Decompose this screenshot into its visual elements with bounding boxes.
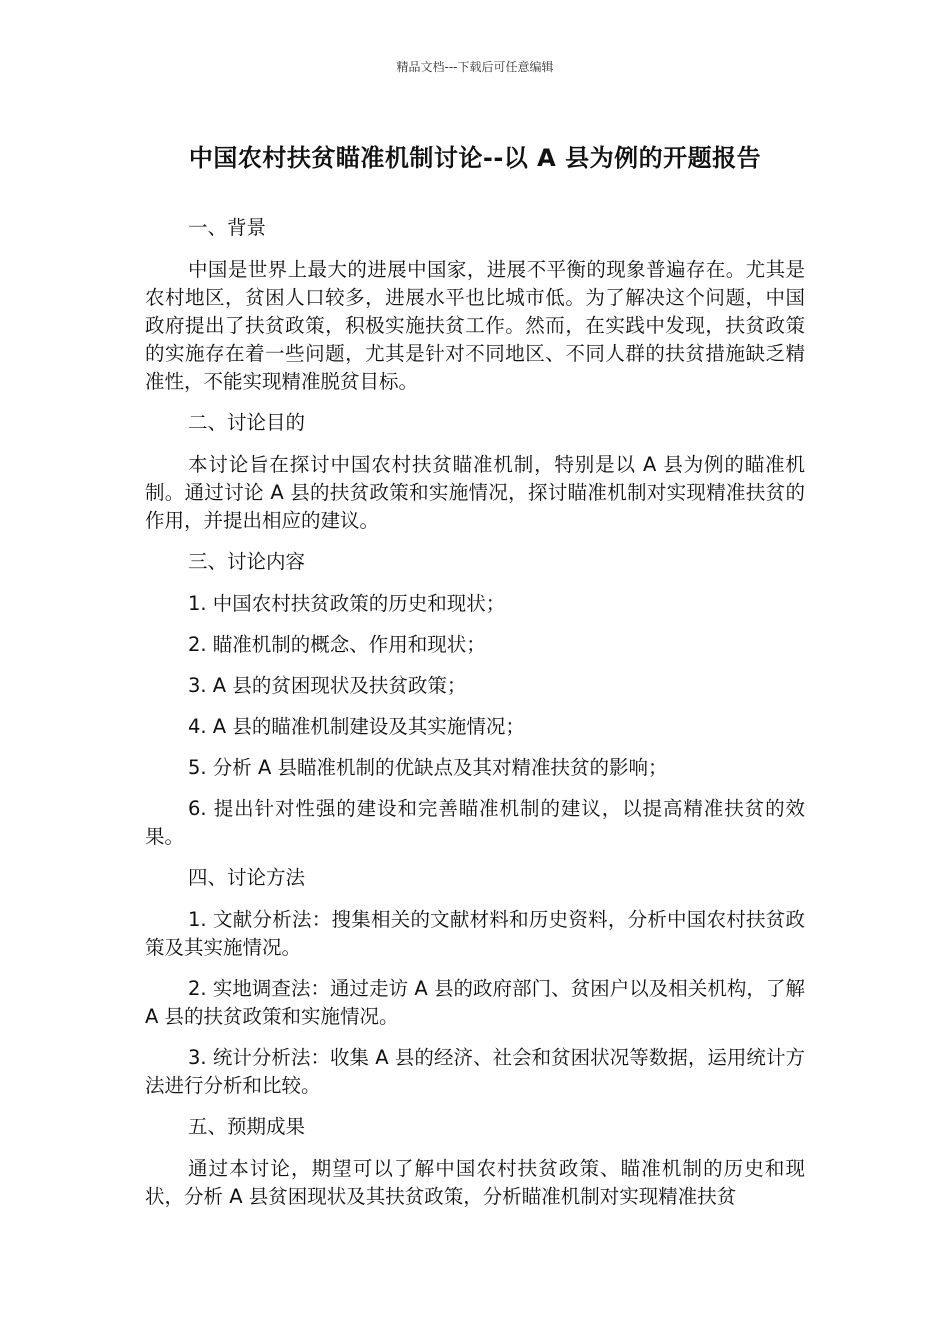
paragraph: 本讨论旨在探讨中国农村扶贫瞄准机制，特别是以 A 县为例的瞄准机制。通过讨论 A 县的扶贫政策和实施情况，探讨瞄准机制对实现精准扶贫的作用，并提出相应的建议。 <box>145 453 805 532</box>
paragraph: 中国是世界上最大的进展中国家，进展不平衡的现象普遍存在。尤其是农村地区，贫困人口较多，进展水平也比城市低。为了解决这个问题，中国政府提出了扶贫政策，积极实施扶贫工作。然而，在实践中发现，扶贫政策的实施存在着一些问题，尤其是针对不同地区、不同人群的扶贫措施缺乏精准性，不能实现精准脱贫目标。 <box>145 258 805 393</box>
section-heading: 三、讨论内容 <box>188 550 306 573</box>
section-heading: 四、讨论方法 <box>188 866 306 889</box>
list-item: 6. 提出针对性强的建设和完善瞄准机制的建议，以提高精准扶贫的效果。 <box>145 797 805 848</box>
list-item: 3. 统计分析法：收集 A 县的经济、社会和贫困状况等数据，运用统计方法进行分析和比较。 <box>145 1046 805 1097</box>
list-item: 3. A 县的贫困现状及扶贫政策； <box>188 674 467 697</box>
section-heading: 五、预期成果 <box>188 1115 306 1138</box>
document-body <box>145 214 805 1224</box>
list-item: 4. A 县的瞄准机制建设及其实施情况； <box>188 715 525 738</box>
list-item: 1. 文献分析法：搜集相关的文献材料和历史资料，分析中国农村扶贫政策及其实施情况。 <box>145 908 805 959</box>
list-item: 2. 实地调查法：通过走访 A 县的政府部门、贫困户以及相关机构，了解 A 县的扶贫政策和实施情况。 <box>145 977 805 1028</box>
list-item: 1. 中国农村扶贫政策的历史和现状； <box>188 592 506 615</box>
list-item: 2. 瞄准机制的概念、作用和现状； <box>188 633 486 656</box>
header-note: 精品文档---下载后可任意编辑 <box>396 60 554 74</box>
document-title: 中国农村扶贫瞄准机制讨论--以 A 县为例的开题报告 <box>188 144 762 172</box>
list-item: 5. 分析 A 县瞄准机制的优缺点及其对精准扶贫的影响； <box>188 756 668 779</box>
section-heading: 一、背景 <box>188 216 267 239</box>
paragraph: 通过本讨论，期望可以了解中国农村扶贫政策、瞄准机制的历史和现状，分析 A 县贫困现状及其扶贫政策，分析瞄准机制对实现精准扶贫 <box>145 1157 805 1208</box>
section-heading: 二、讨论目的 <box>188 411 306 434</box>
